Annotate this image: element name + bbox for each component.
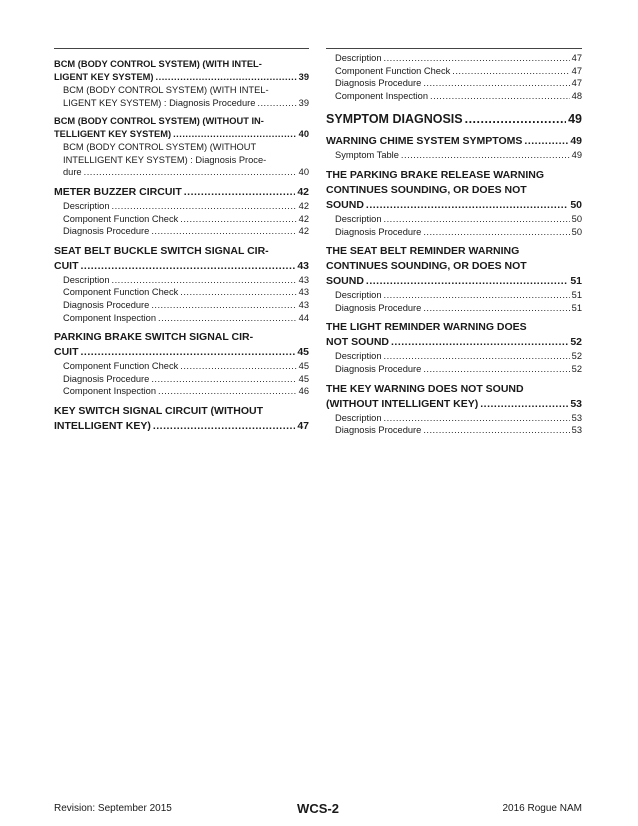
toc-entry-title: Symptom Table: [335, 150, 399, 161]
dot-leader: [173, 128, 297, 141]
dot-leader: [366, 274, 568, 289]
toc-entry-title-line: INTELLIGENT KEY SYSTEM) : Diagnosis Proce-: [63, 154, 267, 165]
toc-subentry[interactable]: [54, 141, 309, 179]
dot-leader: [384, 412, 570, 425]
toc-entry-title-line: THE KEY WARNING DOES NOT SOUND: [326, 382, 524, 395]
toc-section-entry[interactable]: [326, 244, 582, 289]
footer-page-code: WCS-2: [297, 801, 339, 816]
toc-page-number: 51: [571, 290, 582, 301]
toc-entry-title: Component Function Check: [63, 213, 179, 224]
toc-entry-title: Component Function Check: [63, 361, 179, 372]
toc-entry-title: METER BUZZER CIRCUIT: [54, 185, 182, 198]
toc-subentry[interactable]: [54, 274, 309, 287]
footer-model: 2016 Rogue NAM: [502, 803, 582, 814]
toc-entry-title-line: PARKING BRAKE SWITCH SIGNAL CIR-: [54, 331, 254, 344]
toc-page-number: 49: [571, 150, 582, 161]
dot-leader: [430, 90, 570, 103]
toc-page-number: 47: [571, 53, 582, 63]
footer-revision: Revision: September 2015: [54, 803, 172, 814]
toc-page-number: 42: [297, 185, 309, 198]
toc-subentry[interactable]: [326, 226, 582, 239]
dot-leader: [153, 419, 295, 434]
toc-section-entry[interactable]: [54, 330, 309, 360]
toc-entry-title-line: CONTINUES SOUNDING, OR DOES NOT: [326, 183, 527, 196]
toc-section-entry[interactable]: [54, 404, 309, 434]
toc-entry-title-line: THE SEAT BELT REMINDER WARNING: [326, 245, 520, 258]
toc-entry-title: dure: [63, 167, 82, 178]
dot-leader: [384, 52, 570, 65]
toc-subentry[interactable]: [326, 363, 582, 376]
toc-subentry[interactable]: [326, 424, 582, 437]
toc-subentry[interactable]: [326, 149, 582, 162]
dot-leader: [180, 286, 296, 299]
toc-section-entry[interactable]: [326, 134, 582, 149]
toc-entry-title: Component Inspection: [335, 90, 429, 101]
toc-page-number: 43: [297, 259, 309, 272]
toc-entry-title-line: BCM (BODY CONTROL SYSTEM) (WITH INTEL-: [54, 59, 262, 69]
toc-entry-title: TELLIGENT KEY SYSTEM): [54, 129, 172, 140]
toc-page-number: 50: [571, 226, 582, 237]
toc-entry-title: Diagnosis Procedure: [335, 425, 422, 436]
toc-section-entry[interactable]: [326, 382, 582, 412]
toc-entry-title: NOT SOUND: [326, 336, 389, 349]
toc-entry-title: Description: [63, 200, 110, 211]
toc-page-number: 39: [298, 97, 309, 108]
dot-leader: [366, 198, 568, 213]
toc-section-entry[interactable]: [326, 168, 582, 213]
toc-entry-title: Diagnosis Procedure: [63, 299, 150, 310]
dot-leader: [184, 185, 296, 200]
dot-leader: [112, 200, 297, 213]
dot-leader: [156, 71, 297, 84]
toc-entry-title: Diagnosis Procedure: [335, 302, 422, 313]
top-rule-left: [54, 48, 309, 49]
dot-leader: [452, 65, 569, 78]
toc-page-number: 47: [297, 419, 309, 432]
toc-page-number: 45: [298, 361, 309, 372]
dot-leader: [423, 363, 569, 376]
toc-entry-title: WARNING CHIME SYSTEM SYMPTOMS: [326, 135, 523, 148]
toc-page-number: 42: [298, 200, 309, 211]
dot-leader: [465, 110, 567, 128]
toc-page-number: 43: [298, 287, 309, 298]
toc-entry-title: Description: [335, 213, 382, 224]
toc-entry-title-line: THE LIGHT REMINDER WARNING DOES: [326, 321, 527, 334]
toc-page-number: 47: [571, 78, 582, 89]
toc-subentry[interactable]: [54, 312, 309, 325]
toc-entry-title: Component Inspection: [63, 386, 157, 397]
toc-section-entry[interactable]: [326, 110, 582, 128]
toc-entry-title: Component Function Check: [335, 65, 451, 76]
toc-subentry[interactable]: [54, 360, 309, 373]
toc-subentry[interactable]: [54, 299, 309, 312]
toc-entry-title: Component Function Check: [63, 287, 179, 298]
toc-entry-title: Diagnosis Procedure: [335, 226, 422, 237]
dot-leader: [151, 225, 296, 238]
toc-entry-title: Description: [335, 351, 382, 362]
toc-entry-title: (WITHOUT INTELLIGENT KEY): [326, 397, 479, 410]
toc-subentry[interactable]: [54, 385, 309, 398]
dot-leader: [423, 226, 569, 239]
toc-section-entry[interactable]: [326, 320, 582, 350]
dot-leader: [423, 77, 569, 90]
toc-page-number: 51: [570, 275, 582, 288]
toc-subentry[interactable]: [54, 84, 309, 109]
toc-page-number: 52: [571, 351, 582, 362]
dot-leader: [151, 299, 296, 312]
toc-page-number: 39: [298, 72, 309, 82]
dot-leader: [151, 373, 296, 386]
toc-entry-title: Description: [335, 53, 382, 63]
top-rule-right: [326, 48, 582, 49]
toc-entry-title: LIGENT KEY SYSTEM): [54, 72, 154, 82]
toc-page-number: 45: [298, 373, 309, 384]
toc-page-number: 49: [570, 135, 582, 148]
toc-entry-title-line: KEY SWITCH SIGNAL CIRCUIT (WITHOUT: [54, 404, 264, 417]
toc-entry-title: CUIT: [54, 259, 79, 272]
toc-entry-title: Diagnosis Procedure: [63, 373, 150, 384]
toc-subentry[interactable]: [54, 225, 309, 238]
toc-entry-title: INTELLIGENT KEY): [54, 419, 151, 432]
toc-page-number: 52: [570, 336, 582, 349]
toc-subentry[interactable]: [326, 77, 582, 90]
dot-leader: [257, 97, 296, 110]
toc-subentry[interactable]: [54, 373, 309, 386]
toc-page-number: 50: [570, 198, 582, 211]
dot-leader: [112, 274, 297, 287]
dot-leader: [158, 385, 297, 398]
toc-section-entry[interactable]: [54, 115, 309, 141]
toc-page-number: 43: [298, 299, 309, 310]
toc-entry-title: Description: [63, 274, 110, 285]
toc-subentry[interactable]: [326, 52, 582, 65]
toc-entry-title: CUIT: [54, 346, 79, 359]
toc-entry-title-line: BCM (BODY CONTROL SYSTEM) (WITH INTEL-: [63, 85, 269, 95]
dot-leader: [384, 289, 570, 302]
toc-page-number: 45: [297, 346, 309, 359]
toc-subentry[interactable]: [326, 213, 582, 226]
dot-leader: [81, 259, 296, 274]
toc-page-number: 48: [571, 90, 582, 101]
toc-page-number: 42: [298, 213, 309, 224]
toc-section-entry[interactable]: [54, 58, 309, 84]
toc-page-number: 46: [298, 386, 309, 397]
toc-entry-title-line: BCM (BODY CONTROL SYSTEM) (WITHOUT IN-: [54, 116, 264, 127]
toc-page-number: 53: [571, 425, 582, 436]
toc-entry-title: SOUND: [326, 198, 364, 211]
toc-section-entry[interactable]: [54, 244, 309, 274]
toc-subentry[interactable]: [54, 213, 309, 226]
toc-entry-title: SYMPTOM DIAGNOSIS: [326, 112, 463, 127]
toc-subentry[interactable]: [326, 65, 582, 78]
toc-entry-title: Diagnosis Procedure: [335, 78, 422, 89]
dot-leader: [84, 166, 297, 179]
toc-entry-title: LIGENT KEY SYSTEM) : Diagnosis Procedure: [63, 97, 256, 108]
toc-page-number: 47: [571, 65, 582, 76]
toc-page-number: 52: [571, 363, 582, 374]
toc-entry-title: Diagnosis Procedure: [335, 363, 422, 374]
dot-leader: [384, 350, 570, 363]
toc-page-number: 44: [298, 312, 309, 323]
dot-leader: [180, 213, 296, 226]
dot-leader: [524, 134, 568, 149]
toc-page-number: 49: [568, 112, 582, 127]
toc-column-right: [326, 52, 582, 437]
toc-subentry[interactable]: [54, 200, 309, 213]
toc-entry-title-line: THE PARKING BRAKE RELEASE WARNING: [326, 168, 544, 181]
toc-page-number: 50: [571, 213, 582, 224]
dot-leader: [180, 360, 296, 373]
toc-subentry[interactable]: [54, 286, 309, 299]
toc-subentry[interactable]: [326, 302, 582, 315]
toc-entry-title: Diagnosis Procedure: [63, 226, 150, 237]
toc-entry-title-line: CONTINUES SOUNDING, OR DOES NOT: [326, 260, 527, 273]
toc-column-left: [54, 52, 309, 434]
page-footer: [54, 801, 582, 817]
dot-leader: [391, 335, 568, 350]
toc-page-number: 42: [298, 226, 309, 237]
toc-page-number: 43: [298, 274, 309, 285]
dot-leader: [480, 397, 568, 412]
toc-entry-title: SOUND: [326, 275, 364, 288]
toc-section-entry[interactable]: [54, 185, 309, 200]
dot-leader: [401, 149, 570, 162]
toc-page-number: 40: [298, 167, 309, 178]
toc-page-number: 53: [570, 397, 582, 410]
dot-leader: [158, 312, 297, 325]
toc-entry-title: Description: [335, 290, 382, 301]
toc-entry-title-line: SEAT BELT BUCKLE SWITCH SIGNAL CIR-: [54, 244, 269, 257]
toc-entry-title: Description: [335, 412, 382, 423]
dot-leader: [384, 213, 570, 226]
toc-page-number: 53: [571, 412, 582, 423]
dot-leader: [81, 345, 296, 360]
toc-subentry[interactable]: [326, 90, 582, 103]
toc-page-number: 51: [571, 302, 582, 313]
toc-subentry[interactable]: [326, 412, 582, 425]
toc-subentry[interactable]: [326, 350, 582, 363]
toc-page-number: 40: [298, 129, 309, 140]
toc-subentry[interactable]: [326, 289, 582, 302]
toc-entry-title-line: BCM (BODY CONTROL SYSTEM) (WITHOUT: [63, 142, 257, 153]
dot-leader: [423, 424, 569, 437]
toc-entry-title: Component Inspection: [63, 312, 157, 323]
dot-leader: [423, 302, 569, 315]
